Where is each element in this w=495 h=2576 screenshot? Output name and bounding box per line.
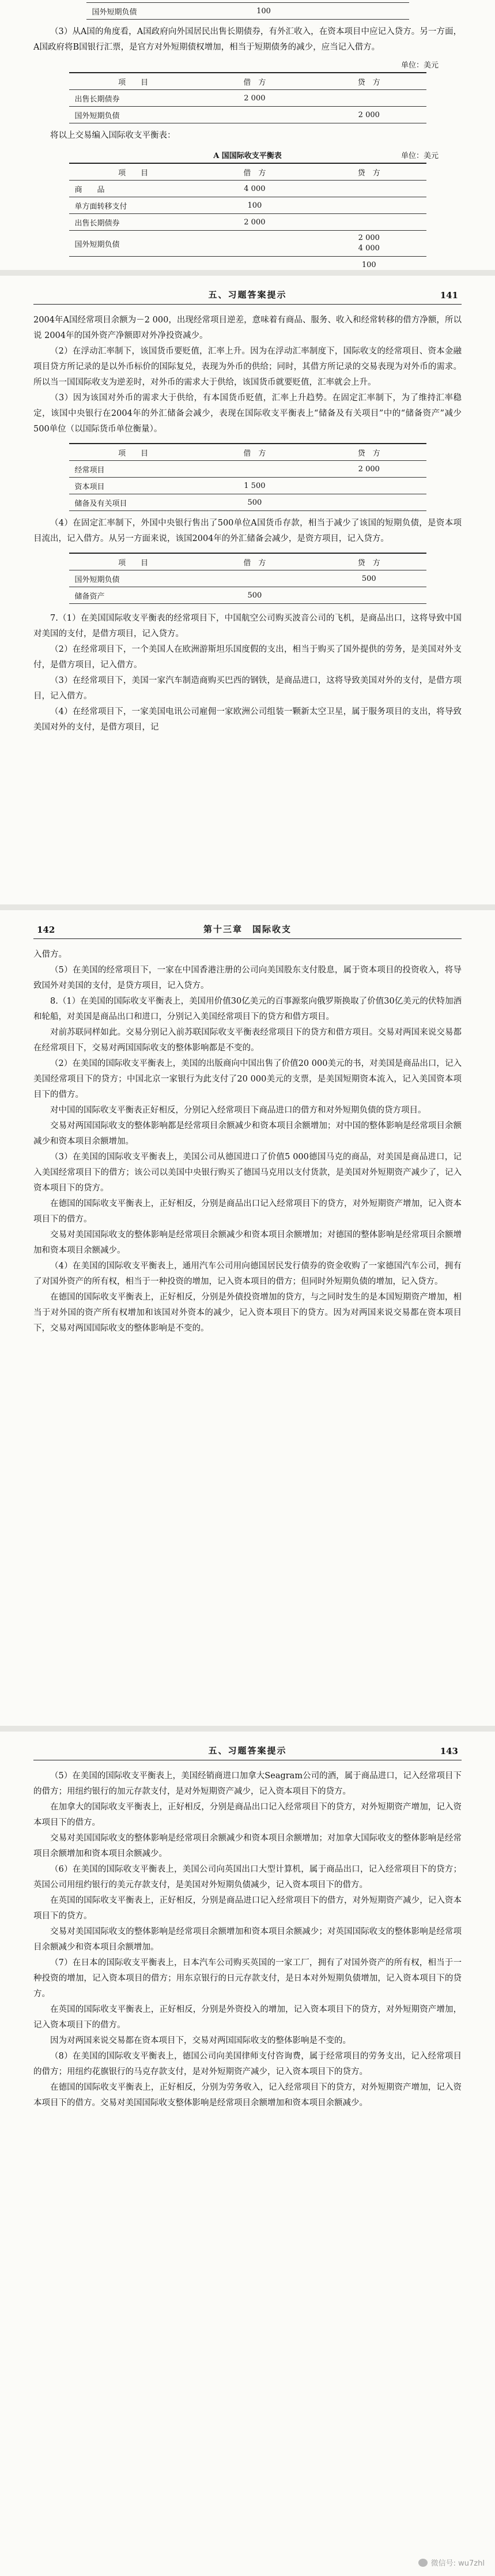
table-cell: 500	[198, 587, 312, 604]
column-header: 项 目	[69, 553, 198, 570]
paragraph: （2）在浮动汇率制下，该国货币要贬值，汇率上升。因为在浮动汇率制度下，国际收支的经常项目、资本金融项目贷方所记录的是以外币标价的国际复兑，表现为外币的供给；同时，其借方所记录的交易表现为对外币的需求。所以当一国国际收支为逆差时，对外币的需求大于供给，该国货币就要贬值，汇率就会上升。	[33, 347, 462, 387]
paragraph: 在英国的国际收支平衡表上，正好相反，分别是外资投入的增加，记入资本项目下的贷方，对外短期资产增加，记入资本项目下的借方。	[33, 2005, 462, 2030]
table-cell	[198, 107, 312, 123]
table-cell: 商 品	[69, 181, 198, 197]
paragraph: （5）在美国的经常项目下，一家在中国香港注册的公司向美国股东支付股息，属于资本项目的投资收入，将导致国外对美国的支付，是贷方项目，记入贷方。	[33, 966, 462, 990]
page-4	[0, 1726, 495, 2576]
page-2	[0, 270, 495, 904]
table-header-row	[69, 163, 426, 181]
unit-label: 单位：美元	[400, 152, 439, 160]
table-cell	[312, 181, 426, 197]
page-number: 141	[440, 290, 458, 301]
page-header	[33, 1732, 462, 1760]
paragraph: （3）在经常项目下，美国一家汽车制造商购买巴西的钢铁，是商品进口，这将导致美国对外的支付，是借方项目，记入借方。	[33, 676, 462, 701]
table-row	[69, 214, 426, 231]
paragraph: 交易对美国国际收支的整体影响是经常项目余额增加和资本项目余额减少；对英国国际收支的整体影响是经常项目余额减少和资本项目余额增加。	[33, 1927, 462, 1952]
table-cell	[312, 90, 426, 107]
table-cell: 经常项目	[69, 461, 198, 478]
table-cell: 2 000	[312, 461, 426, 478]
paragraph: 对前苏联同样如此。交易分别记入前苏联国际收支平衡表经常项目下的贷方和借方项目。交易对两国来说交易都在经常项目下，交易对两国国际收支的整体影响都是不变的。	[33, 1028, 462, 1053]
table-caption: A 国国际收支平衡表	[213, 152, 282, 160]
paragraph: （3）因为该国对外币的需求大于供给，有本国货币贬值，汇率上升趋势。在固定汇率制下，为了维持汇率稳定，该国中央银行在2004年的外汇储备会减少，表现在国际收支平衡表上“储备及有关项目”中的“储备资产”减少500单位（以国际货币单位衡量）。	[33, 393, 462, 434]
paragraph: （4）在固定汇率制下，外国中央银行售出了500单位A国货币存款，相当于减少了该国的短期负债，是资本项目流出，记入借方。从另一方面来说，该国2004年的外汇储备会减少，是资方项目，记入贷方。	[33, 519, 462, 543]
paragraph: （3）从A国的角度看，A国政府向外国居民出售长期债券，有外汇收入，在资本项目中应记入贷方。另一方面，A国政府将B国银行汇票，是官方对外短期债权增加，相当于短期债务的减少，应当记入借方。	[33, 27, 462, 52]
page-header	[33, 910, 462, 939]
table-cell	[198, 231, 312, 257]
table-cell	[312, 587, 426, 604]
column-header: 借 方	[198, 444, 312, 461]
paragraph: （2）在经常项目下，一个美国人在欧洲游斯坦乐国度假的支出，相当于购买了国外提供的劳务，是美国对外支付，是借方项目，记入借方。	[33, 645, 462, 670]
table-cell: 100	[216, 3, 312, 20]
table-cell: 500	[312, 570, 426, 587]
table-cell	[198, 461, 312, 478]
running-title: 五、习题答案提示	[208, 290, 287, 300]
table-cell: 1 500	[198, 478, 312, 494]
table-cell	[312, 3, 409, 20]
column-header: 贷 方	[312, 163, 426, 181]
paragraph: 入借方。	[33, 950, 67, 959]
paragraph: 2004年A国经常项目余额为－2 000，出现经常项目逆差，意味着有商品、服务、收入和经常转移的借方净额，所以说 2004年的国外资产净额即对外净投资减少。	[33, 316, 462, 340]
table-cell: 资本项目	[69, 478, 198, 494]
paragraph: （3）在美国的国际收支平衡表上，美国公司从德国进口了价值5 000德国马克的商品，对美国是商品进口，记入美国经常项目下的借方；该公司以美国中央银行购买了德国马克用以支付货款，是美国对外短期资产减少了，记入资本项目下的贷方。	[33, 1152, 462, 1193]
table-cell: 出售长期债券	[69, 214, 198, 231]
paragraph: 7.（1）在美国国际收支平衡表的经常项目下，中国航空公司购买波音公司的飞机，是商品出口，这将导致中国对美国的支付，是借方项目，记入贷方。	[33, 614, 462, 639]
paragraph: （4）在经常项目下，一家美国电讯公司雇佣一家欧洲公司组装一颗新太空卫星，属于服务项目的支出，将导致美国对外的支付，是借方项目，记	[33, 707, 462, 732]
paragraph: （4）在美国的国际收支平衡表上，通用汽车公司用向德国居民发行债券的资金收购了一家德国汽车公司，拥有了对国外资产的所有权，相当于一种投资的增加，记入资本项目的借方；但同时外短期负债的增加，记入贷方。	[33, 1261, 462, 1286]
column-header: 项 目	[69, 163, 198, 181]
table-cell: 4 000	[198, 181, 312, 197]
table-cell: 2 000	[198, 90, 312, 107]
wechat-icon	[418, 2559, 428, 2567]
paragraph: （5）在美国的国际收支平衡表上，美国经销商进口加拿大Seagram公司的酒，属于商品进口，记入经常项目下的借方；用纽约银行的加元存款支付，是对外短期资产减少，记入资本项目下的贷方。	[33, 1771, 462, 1796]
column-header: 项 目	[69, 444, 198, 461]
table-cell: 2 000	[312, 107, 426, 123]
table-row	[86, 3, 409, 20]
table-cell: 500	[198, 494, 312, 511]
table-row	[69, 587, 426, 604]
paragraph: （8）在美国的国际收支平衡表上，德国公司向美国律师支付咨询费，属于经常项目的劳务支出，记入经常项目的借方；用纽约花旗银行的马克存款支付，是对外短期资产减少，记入资本项目下的贷方。	[33, 2052, 462, 2076]
page-1	[0, 0, 495, 270]
paragraph: 在德国的国际收支平衡表上，正好相反，分别是商品出口记入经常项目下的贷方，对外短期资产增加，记入资本项目下的借方。	[33, 1199, 462, 1224]
paragraph: （7）在日本的国际收支平衡表上，日本汽车公司购买英国的一家工厂，拥有了对国外资产的所有权，相当于一种投资的增加，记入资本项目的借方；用东京银行的日元存款支付，是日本对外短期负债增加，记入资本项目下的贷方。	[33, 1958, 462, 1999]
table-cell	[312, 214, 426, 231]
table-row	[69, 570, 426, 587]
table-cell	[312, 197, 426, 214]
table-cell	[198, 570, 312, 587]
page-number: 142	[37, 925, 55, 935]
paragraph: 将以上交易编入国际收支平衡表：	[50, 131, 176, 140]
paragraph: 在德国的国际收支平衡表上，正好相反，分别是外债投资增加的贷方，与之同时发生的是本国短期资产增加，相当于对外国的资产所有权增加和该国对外资本的减少，记入资本项目下的贷方。因为对两国来说交易都在资本项目下，交易对两国国际收支的整体影响是不变的。	[33, 1293, 462, 1333]
table-header-row	[69, 553, 426, 570]
paragraph: 在加拿大的国际收支平衡表上，正好相反，分别是商品出口记入经常项目下的贷方，对外短期资产增加，记入资本项目下的借方。	[33, 1803, 462, 1827]
column-header: 项 目	[69, 73, 198, 90]
paragraph: 因为对两国来说交易都在资本项目下，交易对两国国际收支的整体影响是不变的。	[50, 2036, 351, 2045]
page-header	[33, 276, 462, 305]
watermark	[418, 2557, 485, 2568]
table-cell: 2 000	[198, 214, 312, 231]
table-row	[69, 107, 426, 123]
table-row	[69, 197, 426, 214]
paragraph: 交易对美国国际收支的整体影响是经常项目余额减少和资本项目余额增加；对加拿大国际收支的整体影响是经常项目余额增加和资本项目余额减少。	[33, 1834, 462, 1858]
page-number: 143	[440, 1746, 458, 1756]
table-row	[69, 231, 426, 257]
column-header: 贷 方	[312, 444, 426, 461]
table-cell: 储备资产	[69, 587, 198, 604]
paragraph: 对中国的国际收支平衡表正好相反，分别记入经常项目下商品进口的借方和对外短期负债的贷方项目。	[50, 1106, 426, 1115]
table-cell: 100	[198, 197, 312, 214]
table-cell	[312, 478, 426, 494]
watermark-text: 微信号: wu7zhl	[430, 2559, 485, 2568]
entry-table-1	[69, 72, 426, 123]
table-cell: 单方面转移支付	[69, 197, 198, 214]
column-header: 借 方	[198, 163, 312, 181]
table-cell: 国外短期负债	[86, 3, 216, 20]
paragraph: 8.（1）在美国的国际收支平衡表上，美国用价值30亿美元的百事源浆向俄罗斯换取了价值30亿美元的伏特加酒和轮船，对美国是商品出口和进口，分别记入美国经常项目下的贷方和借方项目。	[33, 997, 462, 1022]
table-cell: 国外短期负债	[69, 231, 198, 257]
table-row	[69, 181, 426, 197]
unit-label: 单位：美元	[400, 61, 439, 70]
table-cell	[312, 494, 426, 511]
column-header: 借 方	[198, 73, 312, 90]
entry-table-4	[69, 553, 426, 604]
column-header: 贷 方	[312, 553, 426, 570]
column-header: 借 方	[198, 553, 312, 570]
table-row	[69, 461, 426, 478]
table-header-row	[69, 73, 426, 90]
table-cell: 出售长期债券	[69, 90, 198, 107]
table-row	[69, 478, 426, 494]
paragraph: 在英国的国际收支平衡表上，正好相反，分别是商品进口记入经常项目下的借方，对外短期资产减少，记入资本项目下的贷方。	[33, 1896, 462, 1921]
top-table	[86, 2, 409, 20]
table-row	[69, 494, 426, 511]
table-header-row	[69, 444, 426, 461]
table-cell: 国外短期负债	[69, 107, 198, 123]
table-cell: 100	[312, 257, 426, 273]
table-cell: 2 000 4 000	[312, 231, 426, 257]
table-cell: 储备及有关项目	[69, 494, 198, 511]
paragraph: 交易对美国国际收支的整体影响是经常项目余额减少和资本项目余额增加；对德国的整体影响是经常项目余额增加和资本项目余额减少。	[33, 1230, 462, 1255]
entry-table-3	[69, 443, 426, 511]
running-title: 五、习题答案提示	[208, 1745, 287, 1756]
paragraph: （6）在美国的国际收支平衡表上，美国公司向英国出口大型计算机，属于商品出口，记入经常项目下的贷方；英国公司用纽约银行的美元存款支付，是美国对外短期负债减少，记入资本项目下的借方。	[33, 1865, 462, 1890]
page-3	[0, 904, 495, 1726]
table-cell: 国外短期负债	[69, 570, 198, 587]
paragraph: 在德国的国际收支平衡表上，正好相反，分别为劳务收入，记入经常项目下的贷方，对外短期资产增加，记入资本项目下的借方。交易对美国国际收支整体影响是经常项目余额增加和资本项目余额减少。	[33, 2083, 462, 2108]
paragraph: 交易对两国国际收支的整体影响都是经常项目余额减少和资本项目余额增加；对中国的整体影响是经常项目余额减少和资本项目余额增加。	[33, 1121, 462, 1146]
paragraph: （2）在美国的国际收支平衡表上，美国的出版商向中国出售了价值20 000美元的书，对美国是商品出口，记入美国经常项目下的贷方；中国北京一家银行为此支付了20 000美元的支票，是美国短期资本流入，记入美国资本项目下的借方。	[33, 1059, 462, 1099]
table-row	[69, 90, 426, 107]
running-title: 第十三章 国际收支	[203, 924, 292, 934]
column-header: 贷 方	[312, 73, 426, 90]
